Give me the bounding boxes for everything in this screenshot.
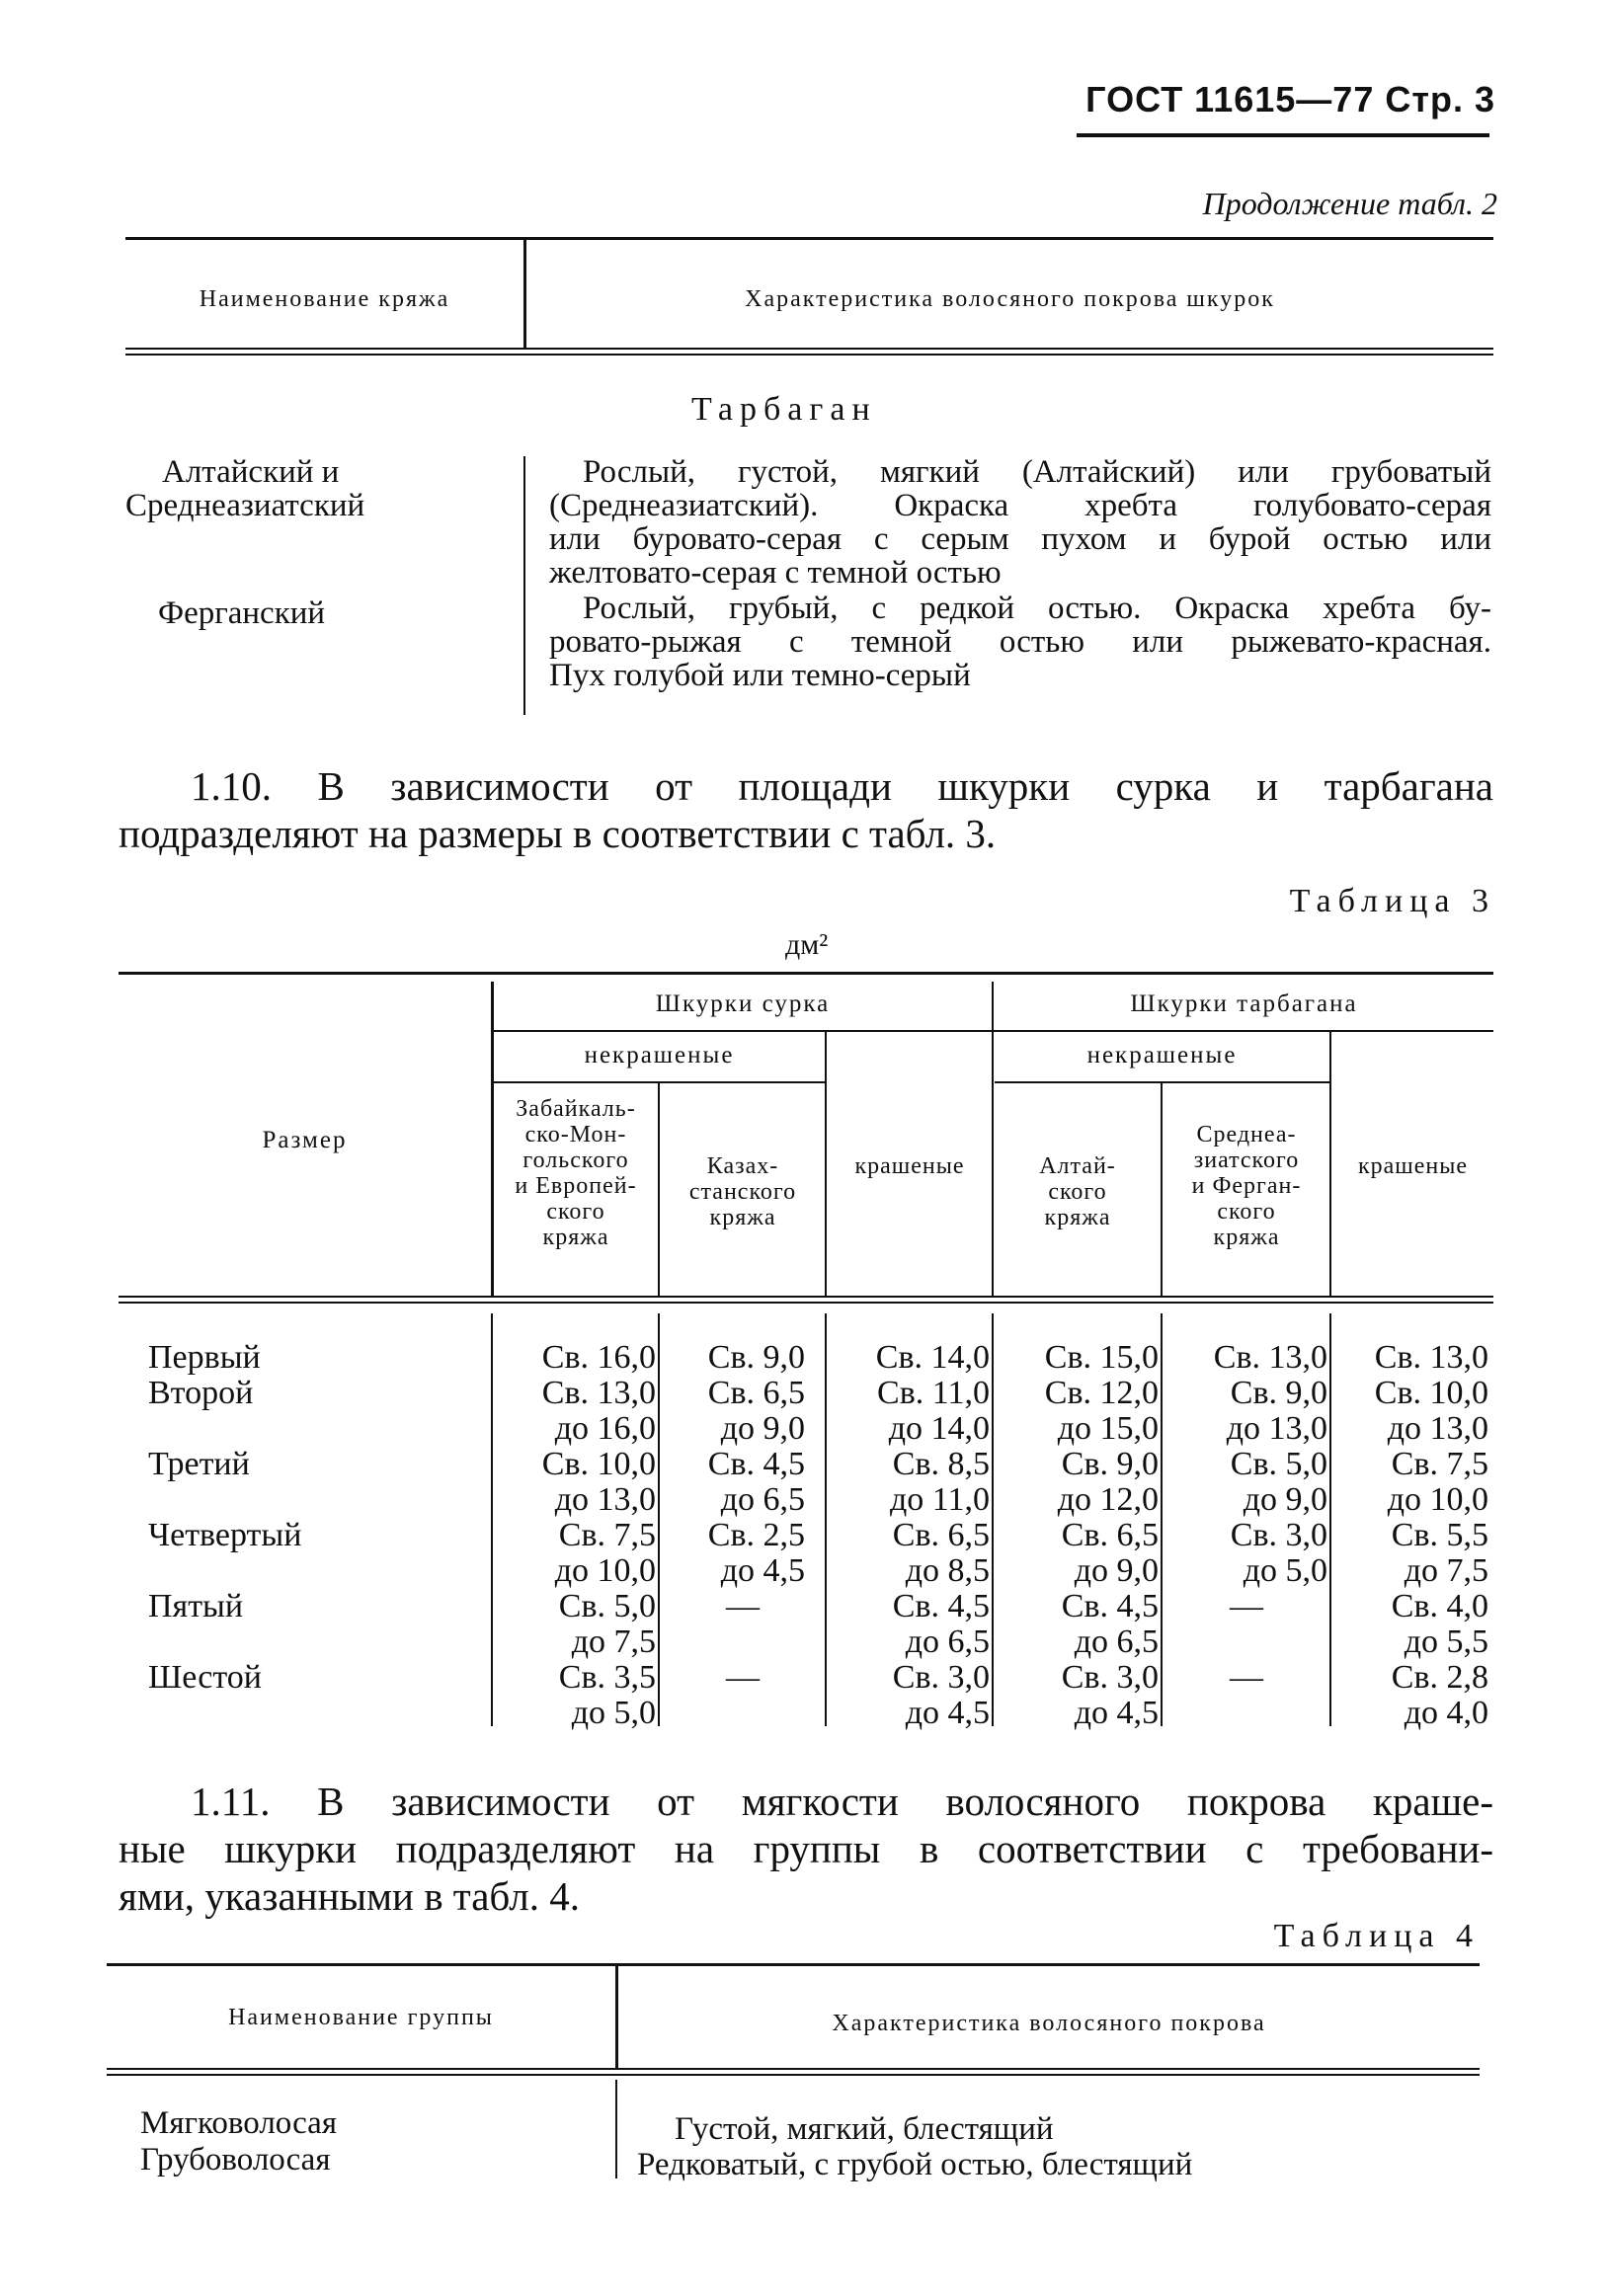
table-cell: Св. 7,5: [558, 1517, 656, 1553]
table2-row1-desc-line4: желтовато-серая с темной остью: [549, 555, 1002, 591]
table3-header-marmot-undyed: некрашеные: [584, 1042, 735, 1069]
table2-row2-desc-line3: Пух голубой или темно-серый: [549, 658, 971, 693]
table-cell: Св. 8,5: [892, 1446, 990, 1482]
para-1-11-line2: ные шкурки подразделяют на группы в соответствии с требовани-: [119, 1826, 1493, 1871]
table3-header-tarbagan: Шкурки тарбагана: [1130, 990, 1358, 1017]
table-cell-dash: —: [726, 1659, 760, 1696]
table3-vline-tarbagan-sub: [1161, 1082, 1163, 1296]
table-cell: Св. 9,0: [1061, 1446, 1159, 1482]
table2-col-name-header: Наименование кряжа: [199, 286, 450, 312]
table3-header-kazakh: Казах- станского кряжа: [688, 1153, 797, 1230]
table-cell: до 9,0: [720, 1410, 805, 1447]
table-cell: до 13,0: [554, 1481, 656, 1518]
table-cell: Св. 6,5: [892, 1517, 990, 1553]
table-cell: Св. 6,5: [1061, 1517, 1159, 1553]
table-cell: до 4,5: [720, 1552, 805, 1589]
table2-row1-name-line1: Алтайский и: [162, 454, 340, 490]
table3-header-size: Размер: [262, 1127, 348, 1153]
table-cell: до 5,0: [571, 1695, 656, 1731]
table-cell: Св. 5,0: [558, 1588, 656, 1624]
table2-row1-desc-line2: (Среднеазиатский). Окраска хребта голубовато-серая: [549, 488, 1491, 523]
table-cell: Св. 11,0: [877, 1375, 990, 1411]
table3-top-rule: [119, 972, 1493, 975]
table-cell: до 14,0: [888, 1410, 990, 1447]
table-cell: Св. 10,0: [541, 1446, 656, 1482]
table4-row2-desc: Редковатый, с грубой остью, блестящий: [637, 2147, 1193, 2182]
table-cell: Св. 12,0: [1044, 1375, 1159, 1411]
table-cell: до 13,0: [1387, 1410, 1488, 1447]
page-header-standard: ГОСТ 11615—77 Стр. 3: [1085, 79, 1495, 119]
table3-header-tarbagan-undyed: некрашеные: [1086, 1042, 1238, 1069]
table-cell: Св. 2,5: [707, 1517, 805, 1553]
table2-header-rule-2: [125, 354, 1493, 356]
table4-header-rule-2: [107, 2074, 1480, 2076]
table3-vline-tarbagan-dyed: [1329, 1031, 1331, 1296]
table2-section-title: Тарбаган: [691, 391, 877, 428]
table-cell: Св. 9,0: [707, 1339, 805, 1376]
table-cell: Св. 15,0: [1044, 1339, 1159, 1376]
para-1-11-line1: 1.11. В зависимости от мягкости волосяного покрова краше-: [191, 1779, 1493, 1824]
table3-vline-group: [992, 982, 994, 1296]
table-cell: Св. 10,0: [1374, 1375, 1488, 1411]
table3-size-sixth: Шестой: [148, 1659, 262, 1696]
table-cell: Св. 3,0: [1061, 1659, 1159, 1696]
table3-size-fifth: Пятый: [148, 1588, 244, 1624]
table-cell: Св. 13,0: [1213, 1339, 1327, 1376]
table4-row2-name: Грубоволосая: [140, 2142, 331, 2177]
table2-row1-name-line2: Среднеазиатский: [125, 488, 365, 523]
para-1-10-line1: 1.10. В зависимости от площади шкурки сурка и тарбагана: [191, 763, 1493, 809]
table-cell: до 10,0: [1387, 1481, 1488, 1518]
table3-body-vline-3: [825, 1313, 827, 1726]
table3-body-vline-5: [1161, 1313, 1163, 1726]
table3-header-bottom-rule-2: [119, 1302, 1493, 1304]
table4-top-rule: [107, 1963, 1480, 1966]
table-cell: Св. 9,0: [1230, 1375, 1327, 1411]
table2-col-desc-header: Характеристика волосяного покрова шкурок: [745, 286, 1275, 312]
table-cell: Св. 7,5: [1391, 1446, 1488, 1482]
table-cell: до 7,5: [1404, 1552, 1488, 1589]
table-cell: до 6,5: [720, 1481, 805, 1518]
table4-col-name-header: Наименование группы: [228, 2005, 494, 2030]
para-1-10-line2: подразделяют на размеры в соответствии с табл. 3.: [119, 811, 997, 856]
table3-body-vline-4: [992, 1313, 994, 1726]
table-cell: до 11,0: [889, 1481, 990, 1518]
table-cell-dash: —: [726, 1588, 760, 1624]
table3-body-vline-2: [658, 1313, 660, 1726]
table-cell: Св. 3,5: [558, 1659, 656, 1696]
table-cell: Св. 13,0: [1374, 1339, 1488, 1376]
table3-size-first: Первый: [148, 1339, 261, 1376]
table4-label: Таблица 4: [1273, 1918, 1480, 1954]
header-rule: [1077, 133, 1489, 137]
table-cell: до 4,5: [1074, 1695, 1159, 1731]
table-cell: Св. 3,0: [1230, 1517, 1327, 1553]
table3-header-central-asian: Среднеа- зиатского и Ферган- ского кряжа: [1191, 1122, 1302, 1250]
table-cell: Св. 16,0: [541, 1339, 656, 1376]
table-cell: до 5,5: [1404, 1623, 1488, 1660]
table3-body-vline-1: [491, 1313, 493, 1726]
table2-row2-desc-line2: ровато-рыжая с темной остью или рыжевато-красная.: [549, 624, 1491, 660]
table4-row1-name: Мягковолосая: [140, 2105, 337, 2141]
table2-row2-name: Ферганский: [158, 595, 326, 631]
table-cell: до 6,5: [1074, 1623, 1159, 1660]
table-cell: Св. 4,5: [1061, 1588, 1159, 1624]
table3-header-marmot: Шкурки сурка: [655, 990, 831, 1017]
table-cell: Св. 2,8: [1391, 1659, 1488, 1696]
table4-col-desc-header: Характеристика волосяного покрова: [832, 2011, 1266, 2036]
table-cell: Св. 4,0: [1391, 1588, 1488, 1624]
table3-body-vline-6: [1329, 1313, 1331, 1726]
table3-rule-tarbagan-undyed: [995, 1081, 1329, 1083]
table3-header-transbaikal: Забайкаль- ско-Мон- гольского и Европей- ского кряжа: [515, 1096, 637, 1250]
table-cell: до 7,5: [571, 1623, 656, 1660]
table4-body-divider: [615, 2080, 617, 2178]
table4-header-rule-1: [107, 2068, 1480, 2070]
table2-top-rule: [125, 237, 1493, 240]
table3-header-tarbagan-dyed: крашеные: [1357, 1153, 1469, 1179]
table3-rule-marmot-undyed: [494, 1081, 825, 1083]
table2-body-divider: [523, 456, 525, 715]
table4-row1-desc: Густой, мягкий, блестящий: [675, 2111, 1054, 2147]
table-cell: Св. 14,0: [875, 1339, 990, 1376]
table-cell: до 12,0: [1057, 1481, 1159, 1518]
table2-row1-desc-line3: или буровато-серая с серым пухом и бурой остью или: [549, 521, 1491, 557]
para-1-11-line3: ями, указанными в табл. 4.: [119, 1873, 580, 1919]
table3-label: Таблица 3: [1289, 883, 1495, 919]
table-cell: до 10,0: [554, 1552, 656, 1589]
table3-header-altai: Алтай- ского кряжа: [1039, 1153, 1116, 1230]
table3-size-third: Третий: [148, 1446, 250, 1482]
table-cell: Св. 4,5: [892, 1588, 990, 1624]
table3-vline-marmot-dyed: [825, 1031, 827, 1296]
table-cell: Св. 6,5: [707, 1375, 805, 1411]
table-cell: Св. 3,0: [892, 1659, 990, 1696]
table-cell: до 4,5: [905, 1695, 990, 1731]
table-cell: до 15,0: [1057, 1410, 1159, 1447]
table-cell: до 9,0: [1074, 1552, 1159, 1589]
table-cell: Св. 5,5: [1391, 1517, 1488, 1553]
table3-header-marmot-dyed: крашеные: [854, 1153, 965, 1179]
table3-size-fourth: Четвертый: [148, 1517, 302, 1553]
table-cell-dash: —: [1230, 1588, 1263, 1624]
table-cell: до 4,0: [1404, 1695, 1488, 1731]
table-cell: до 6,5: [905, 1623, 990, 1660]
table3-size-second: Второй: [148, 1375, 254, 1411]
table-cell: до 16,0: [554, 1410, 656, 1447]
table2-header-rule-1: [125, 348, 1493, 350]
table-cell: Св. 5,0: [1230, 1446, 1327, 1482]
table-cell: до 13,0: [1226, 1410, 1327, 1447]
table3-rule-groups: [494, 1030, 1493, 1032]
continuation-label: Продолжение табл. 2: [1202, 186, 1497, 221]
table-cell: Св. 4,5: [707, 1446, 805, 1482]
table3-unit: дм²: [785, 928, 829, 961]
table3-header-bottom-rule-1: [119, 1296, 1493, 1298]
table-cell: до 5,0: [1243, 1552, 1327, 1589]
table-cell: Св. 13,0: [541, 1375, 656, 1411]
table-cell: до 9,0: [1243, 1481, 1327, 1518]
table-cell-dash: —: [1230, 1659, 1263, 1696]
table3-vline-marmot-sub: [658, 1082, 660, 1296]
table2-row1-desc-line1: Рослый, густой, мягкий (Алтайский) или грубоватый: [583, 454, 1491, 490]
table2-row2-desc-line1: Рослый, грубый, с редкой остью. Окраска хребта бу-: [583, 591, 1491, 626]
table-cell: до 8,5: [905, 1552, 990, 1589]
